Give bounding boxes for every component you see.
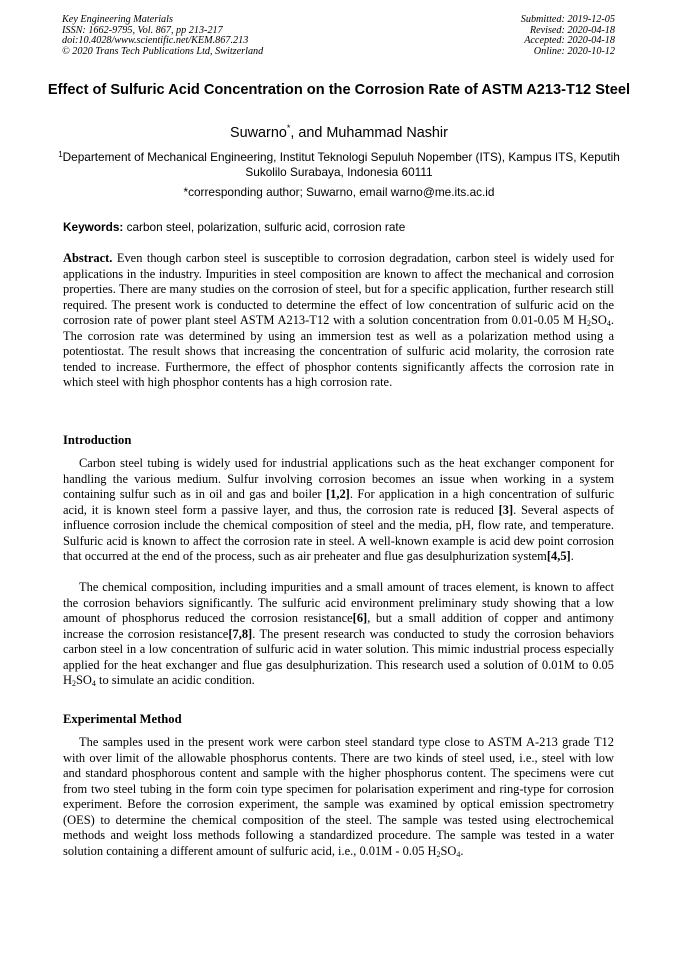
- keywords-text: carbon steel, polarization, sulfuric acid, corrosion rate: [123, 220, 406, 234]
- paper-title: Effect of Sulfuric Acid Concentration on the Corrosion Rate of ASTM A213-T12 Steel: [47, 82, 631, 98]
- submitted-date: Submitted: 2019-12-05: [520, 14, 615, 25]
- corresponding-mark: *: [286, 123, 291, 133]
- keywords: [63, 220, 405, 235]
- subscript: 2: [586, 319, 591, 328]
- paragraph-text: .: [570, 549, 574, 563]
- formula-text: SO: [75, 673, 92, 687]
- method-paragraph-1: [63, 735, 614, 859]
- introduction-paragraph-1: [63, 456, 614, 565]
- revised-date: Revised: 2020-04-18: [529, 24, 615, 36]
- paragraph-text: . Several aspects of influence corrosion include the chemical composition of steel and the media, pH, flow rate, and temperature. Sulfuric acid is known to affect the corrosion rate in steel. A well-known example is acid dew point corrosion that occurred at the end of the process, such as air preheater and flue gas desulphurization system: [63, 502, 614, 563]
- subscript: 2: [436, 849, 441, 859]
- paragraph-text: Carbon steel tubing is widely used for industrial applications such as the heat exchanger component for handling the various medium. Sulfur involving corrosion becomes an issue when working in a system containing sulfur such as in oil and gas and boiler: [63, 456, 614, 501]
- affiliation-text: Departement of Mechanical Engineering, Institut Teknologi Sepuluh Nopember (ITS), Kampus ITS, Keputih Sukolilo Surabaya, Indonesia 60111: [62, 150, 620, 180]
- abstract-text: . The corrosion rate was determined by using an immersion test as well as a polarization method using a potentiostat. The result shows that increasing the concentration of sulfuric acid molarity, the corrosion rate tended to increase. Furthermore, the effect of phosphor contents significantly affects the corrosion rate in which steel with high phosphor contents has a high corrosion rate.: [63, 313, 614, 389]
- issn-line: ISSN: 1662-9795, Vol. 867, pp 213-217: [62, 24, 223, 36]
- abstract-paragraph: [63, 251, 614, 391]
- citation: [6]: [352, 611, 368, 625]
- author-suwarno: Suwarno: [230, 125, 287, 141]
- citation: [1,2]: [325, 487, 350, 501]
- author-list: [0, 124, 678, 142]
- experimental-method-heading: Experimental Method: [63, 712, 182, 726]
- online-date: Online: 2020-10-12: [533, 45, 615, 57]
- citation: [7,8]: [228, 626, 253, 641]
- paragraph-text: The samples used in the present work were carbon steel standard type close to ASTM A-213 grade T12 with over limit of the allowable phosphorus contents. There are two kinds of steel used, i.e., steel with low and standard phosphorous content and sample with the higher phosphorus content. The specimens were cut from two steel tubing in the form coin type specimen for polarisation experiment and ring-type for corrosion experiment. Before the corrosion experiment, the sample was examined by optical emission spectrometry (OES) to determine the chemical composition of the steel. The sample was tested using electrochemical methods and weight loss methods following a standardized procedure. The sample was tested in a water solution containing a different amount of sulfuric acid, i.e., 0.01M - 0.05 H: [63, 735, 614, 858]
- citation: [3]: [498, 502, 514, 517]
- paragraph-text: . For application in a high concentration of sulfuric acid, it is known steel form a passive layer, and thus, the corrosion rate is reduced: [63, 487, 614, 517]
- formula-text: SO: [590, 313, 607, 327]
- subscript: 2: [71, 679, 76, 688]
- abstract-label: Abstract.: [63, 251, 113, 265]
- keywords-label: Keywords:: [63, 220, 124, 234]
- introduction-paragraph-2: [63, 580, 614, 689]
- subscript: 4: [606, 319, 611, 328]
- paragraph-text: , but a small addition of copper and antimony increase the corrosion resistance: [63, 611, 614, 641]
- paragraph-text: . The present research was conducted to study the corrosion behaviors carbon steel in a low concentration of sulfuric acid in water solution. This mimic industrial process especially applied for the heat exchanger and flue gas desulphurization. This research used a solution of 0.01M to 0.05 H: [63, 626, 614, 687]
- subscript: 4: [456, 849, 461, 859]
- affiliation: [52, 150, 626, 181]
- doi-line: doi:10.4028/www.scientific.net/KEM.867.213: [62, 35, 249, 47]
- affiliation-mark: 1: [58, 150, 63, 159]
- journal-info: [62, 15, 263, 57]
- abstract-text: Even though carbon steel is susceptible to corrosion degradation, carbon steel is widely used for applications in the industry. Impurities in steel composition are known to affect the mechanical and corrosion properties. There are many studies on the corrosion of steel, but for a specific application, further research still required. The present work is conducted to determine the effect of low concentration of sulfuric acid on the corrosion rate of power plant steel ASTM A213-T12 with a solution concentration from 0.01-0.05 M H: [63, 251, 614, 327]
- author-nashir: , and Muhammad Nashir: [290, 125, 448, 141]
- accepted-date: Accepted: 2020-04-18: [524, 35, 615, 47]
- paragraph-text: to simulate an acidic condition.: [95, 673, 255, 687]
- journal-name: Key Engineering Materials: [62, 14, 173, 25]
- paragraph-text: The chemical composition, including impurities and a small amount of traces element, is known to affect the corrosion behaviors significantly. The sulfuric acid environment preliminary study showing that a low amount of phosphorus reduced the corrosion resistance: [63, 580, 614, 625]
- introduction-heading: Introduction: [63, 433, 132, 447]
- subscript: 4: [91, 679, 96, 688]
- copyright-line: © 2020 Trans Tech Publications Ltd, Switzerland: [62, 45, 264, 57]
- publication-dates: [521, 15, 615, 57]
- formula-text: SO: [440, 843, 457, 858]
- corresponding-author: *corresponding author; Suwarno, email warno@me.its.ac.id: [183, 185, 495, 199]
- citation: [4,5]: [546, 549, 571, 563]
- paragraph-text: .: [460, 843, 464, 858]
